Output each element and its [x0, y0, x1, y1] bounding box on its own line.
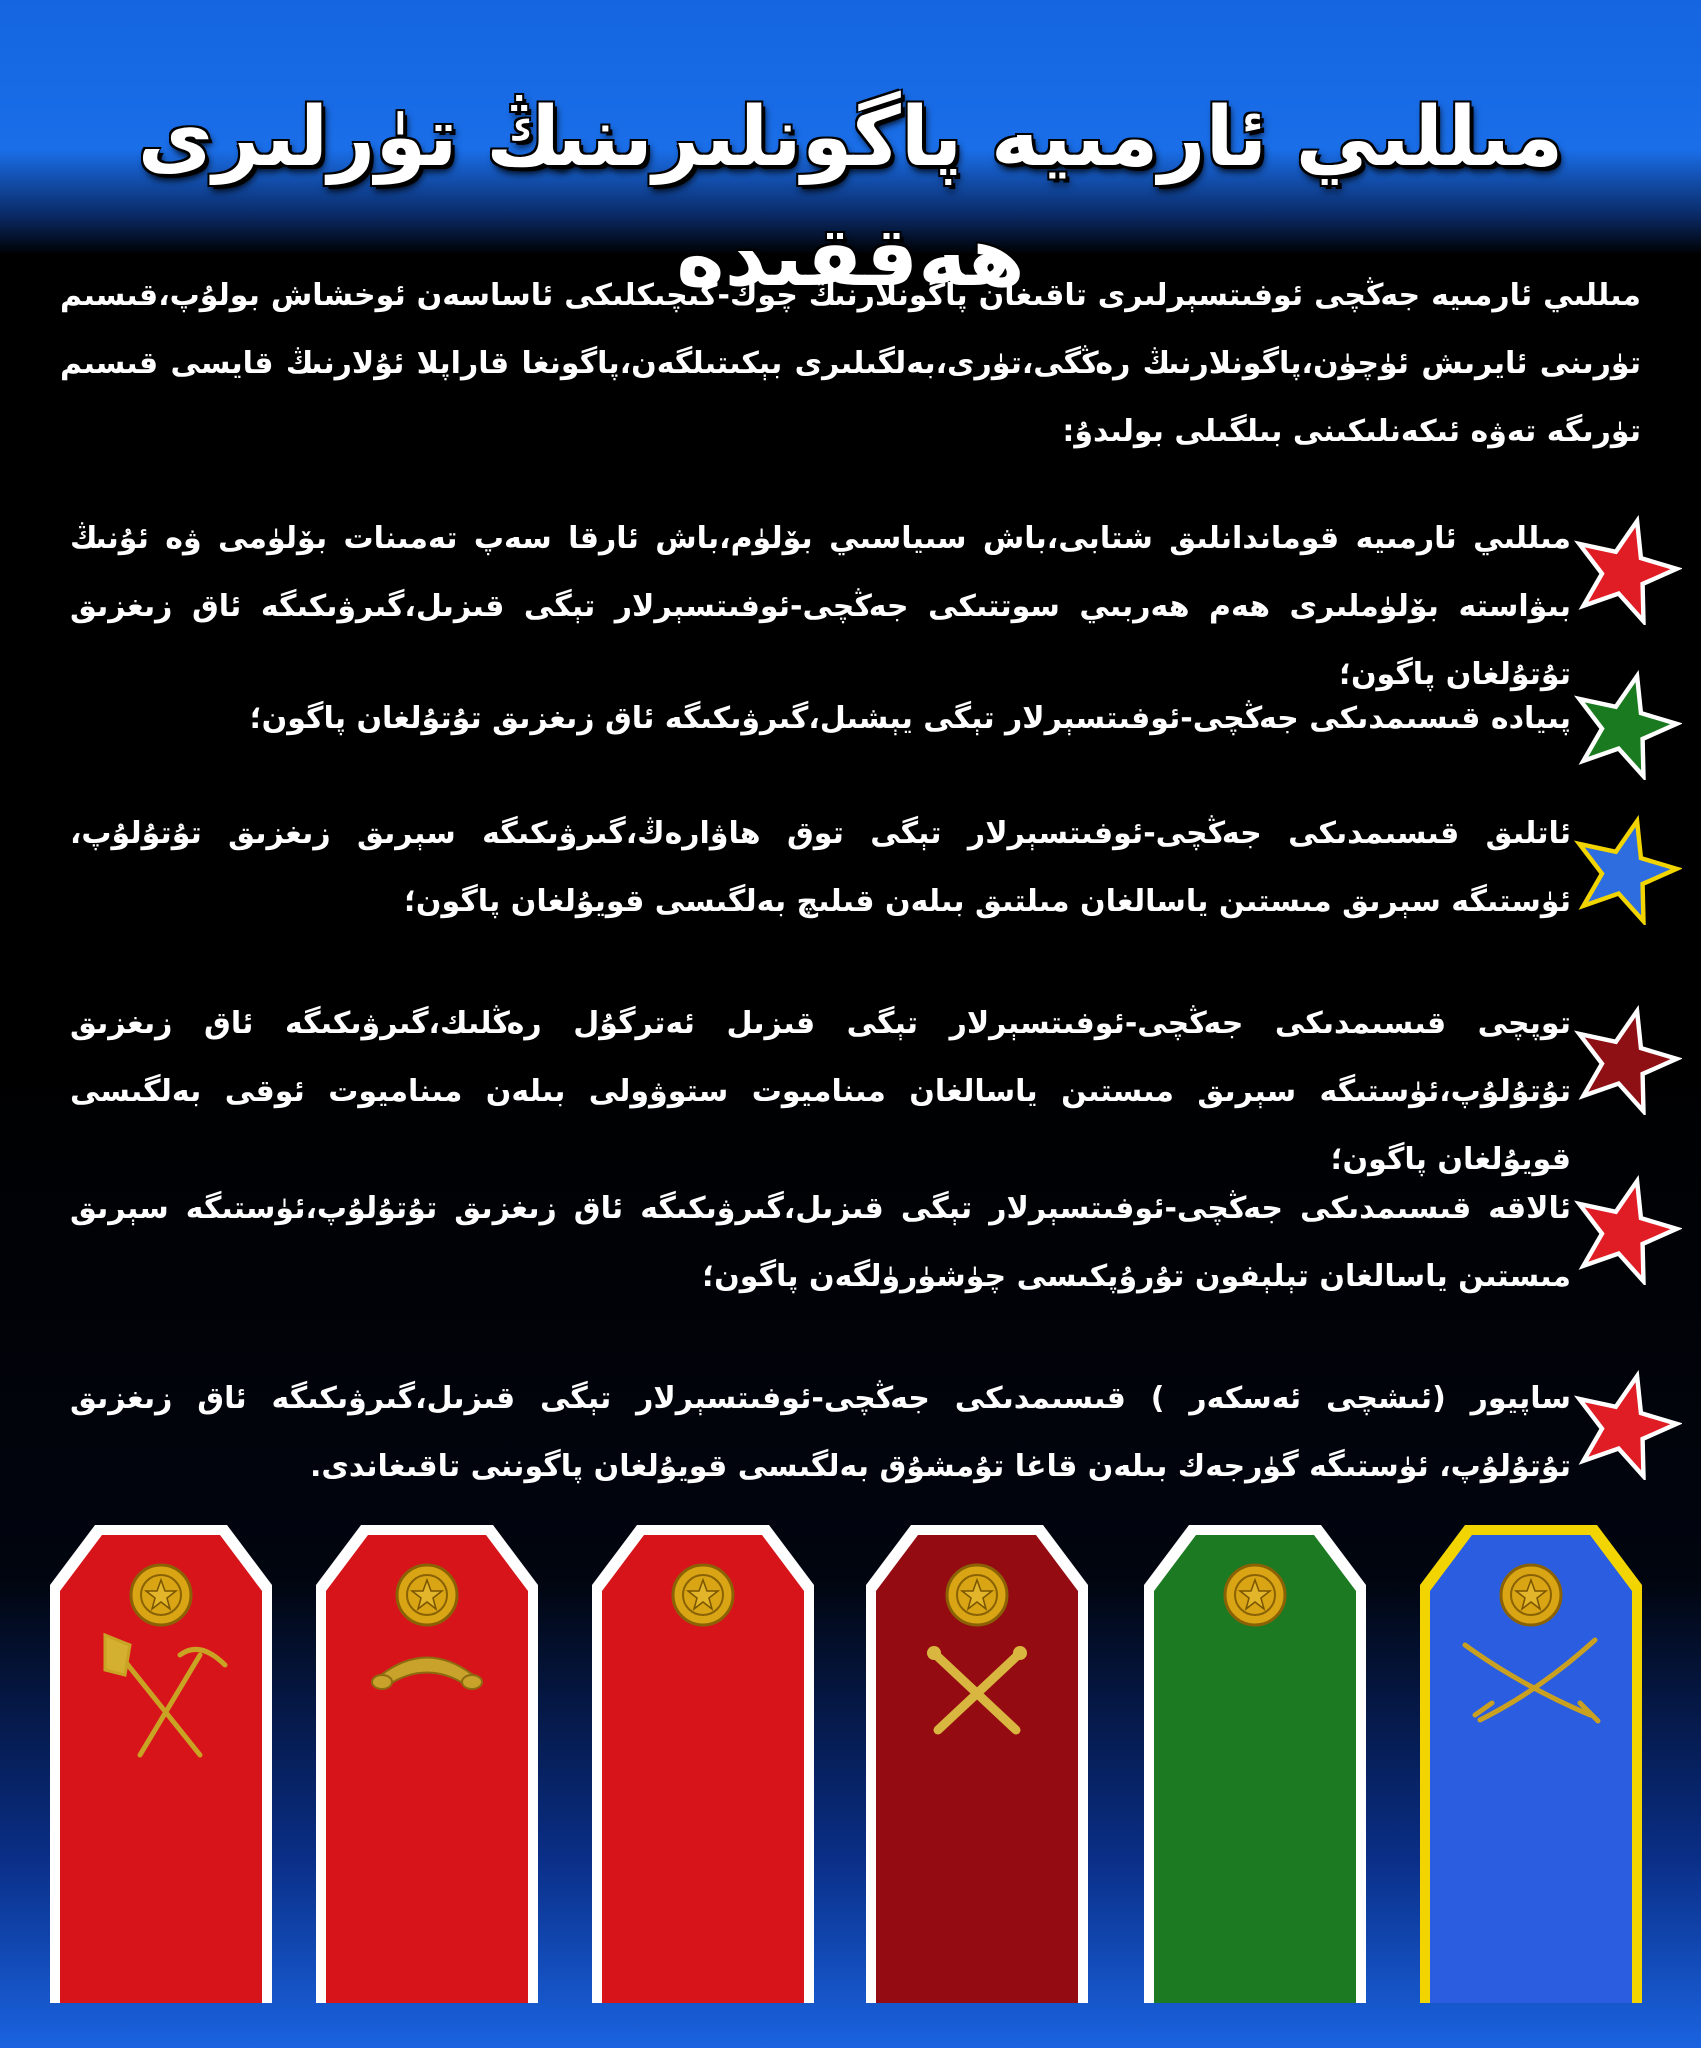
- page-title: مىللىي ئارمىيە پاگونلىرىنىڭ تۈرلىرى ھەققىدە: [137, 90, 1564, 305]
- button-star-icon: [1225, 1565, 1285, 1625]
- shoulder-board-headquarters: [592, 1525, 814, 2003]
- button-star-icon: [947, 1565, 1007, 1625]
- item-infantry-text: پىيادە قىسىمدىكى جەڭچى-ئوفىتسېرلار تېگى يېشىل،گىرۋىكىگە ئاق زىغزىق تۇتۇلغان پاگون؛: [249, 701, 1571, 736]
- star-icon-green: [1566, 670, 1682, 780]
- button-star-icon: [397, 1565, 457, 1625]
- shoulder-board-artillery: [866, 1525, 1088, 2003]
- star-icon-blue: [1566, 815, 1682, 925]
- star-icon-red-3: [1566, 1370, 1682, 1480]
- shoulder-board-signal: [316, 1525, 538, 2003]
- item-sapper-text: ساپيور (ئىشچى ئەسكەر ) قىسىمدىكى جەڭچى-ئوفىتسېرلار تېگى قىزىل،گىرۋىكىگە ئاق زىغزىق تۇتۇلۇپ، ئۈستىگە گۈرجەك بىلەن قاغا تۇمشۇق بەلگىسى قويۇلغان پاگوننى تاقىغاندى.: [70, 1381, 1571, 1484]
- star-icon-red-1: [1566, 515, 1682, 625]
- shoulder-board-cavalry: [1420, 1525, 1642, 2003]
- button-star-icon: [673, 1565, 733, 1625]
- item-signal-text: ئالاقە قىسىمدىكى جەڭچى-ئوفىتسېرلار تېگى قىزىل،گىرۋىكىگە ئاق زىغزىق تۇتۇلۇپ،ئۈستىگە سېرىق مىستىن ياسالغان تېلېفون تۇرۇپكىسى چۈشۈرۈلگەن پاگون؛: [70, 1191, 1571, 1294]
- star-icon-red-2: [1566, 1175, 1682, 1285]
- shoulder-board-infantry: [1144, 1525, 1366, 2003]
- star-icon-darkred: [1566, 1005, 1682, 1115]
- item-artillery-text: توپچى قىسىمدىكى جەڭچى-ئوفىتسېرلار تېگى قىزىل ئەترگۇل رەڭلىك،گىرۋىكىگە ئاق زىغزىق تۇتۇلۇپ،ئۈستىگە سېرىق مىستىن ياسالغان مىناميوت ستوۋولى بىلەن مىناميوت ئوقى بەلگىسى قويۇلغان پاگون؛: [70, 1006, 1571, 1177]
- button-star-icon: [131, 1565, 191, 1625]
- shoulder-board-sapper: [50, 1525, 272, 2003]
- button-star-icon: [1501, 1565, 1561, 1625]
- item-headquarters-text: مىللىي ئارمىيە قوماندانلىق شتابى،باش سىياسىي بۆلۈم،باش ئارقا سەپ تەمىنات بۆلۈمى ۋە ئۇنىڭ بىۋاستە بۆلۈملىرى ھەم ھەربىي سوتتىكى جەڭچى-ئوفىتسېرلار تېگى قىزىل،گىرۋىكىگە ئاق زىغزىق تۇتۇلغان پاگون؛: [70, 521, 1571, 692]
- item-cavalry-text: ئاتلىق قىسىمدىكى جەڭچى-ئوفىتسېرلار تېگى توق ھاۋارەڭ،گىرۋىكىگە سېرىق زىغزىق تۇتۇلۇپ، ئۈستىگە سېرىق مىستىن ياسالغان مىلتىق بىلەن قىلىچ بەلگىسى قويۇلغان پاگون؛: [70, 816, 1571, 919]
- intro-paragraph: مىللىي ئارمىيە جەڭچى ئوفىتسېرلىرى تاقىغان پاگونلارنىڭ چوڭ-كىچىكلىكى ئاساسەن ئوخشاش بولۇپ،قىسىم تۈرىنى ئايرىش ئۈچۈن،پاگونلارنىڭ رەڭگى،تۈرى،بەلگىلىرى بېكىتىلگەن،پاگونغا قاراپلا ئۇلارنىڭ قايسى قىسىم تۈرىگە تەۋە ئىكەنلىكىنى بىلگىلى بولىدۇ:: [60, 278, 1641, 449]
